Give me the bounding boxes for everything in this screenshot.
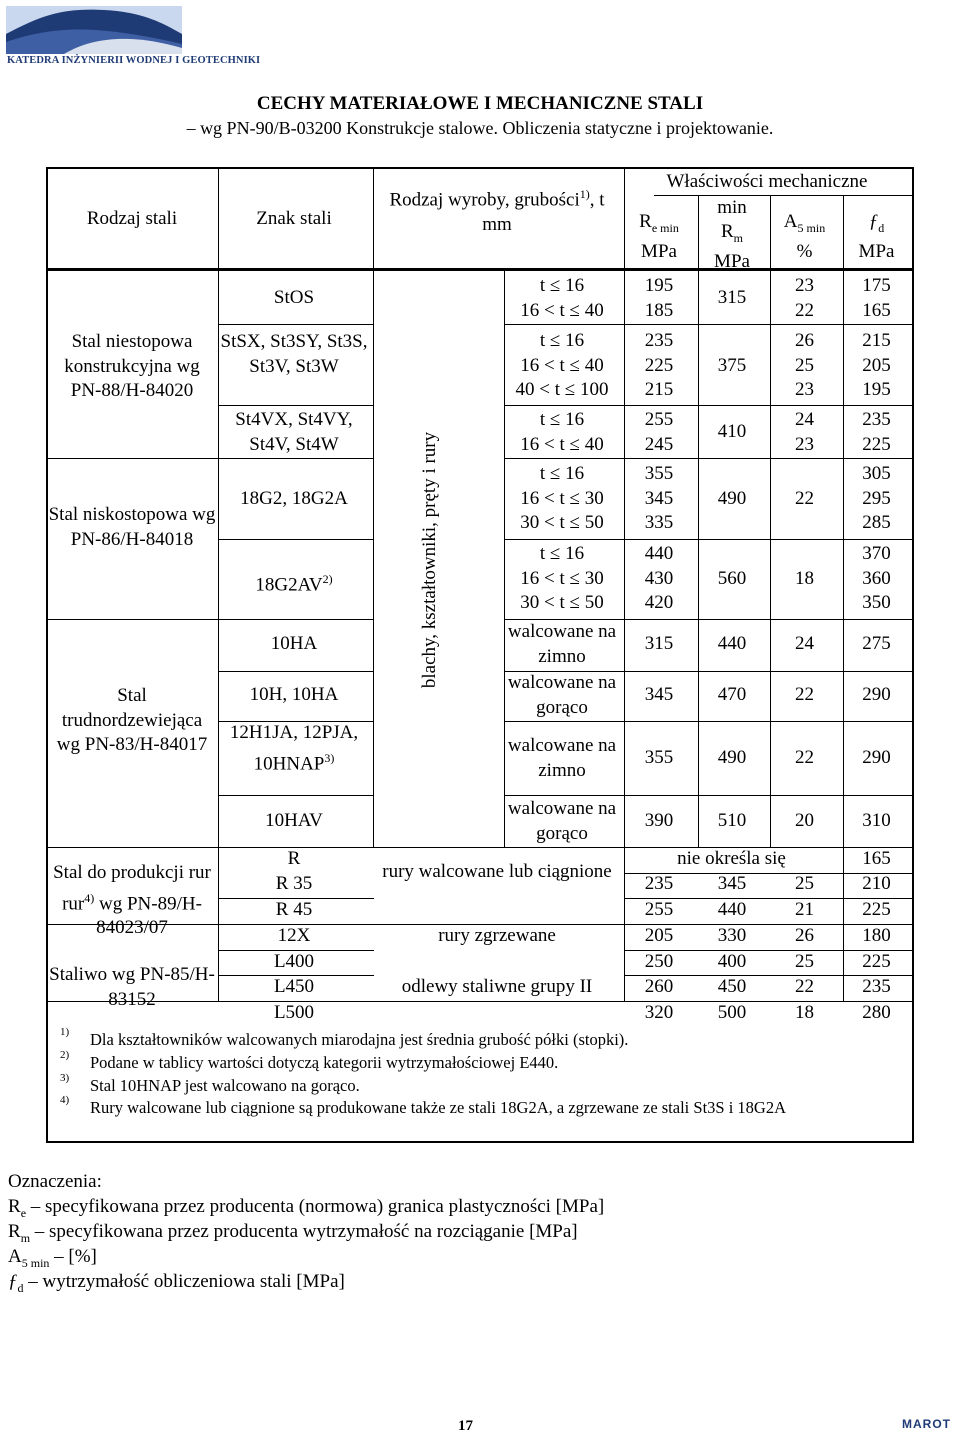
fd-10hav: 310 [862, 810, 891, 831]
wyroby-18g2: t ≤ 16 16 < t ≤ 30 30 < t ≤ 50 [520, 463, 604, 533]
a5-10ha: 24 [795, 633, 814, 654]
header-fd: $ƒ_d$ MPa [858, 211, 895, 262]
rm-st3: 375 [717, 355, 747, 376]
rm-stos: 315 [717, 287, 747, 308]
header-a5-min: $A_{5 min}$ % [783, 211, 826, 262]
header-rodzaj-wyroby: Rodzaj wyroby, grubości$^{1)}$, t mm [389, 187, 605, 235]
re-18g2av: 440 430 420 [644, 543, 674, 613]
fd-st3: 215 205 195 [862, 330, 891, 400]
rm-10ha: 440 [717, 633, 747, 654]
fd-l500: 280 [862, 1002, 891, 1023]
header-rm-min: min $R_m$ MPa [714, 197, 750, 272]
a5-r45: 21 [795, 899, 814, 920]
header-rodzaj-stali: Rodzaj stali [86, 208, 178, 229]
fd-12x: 180 [862, 925, 891, 946]
re-10hav: 390 [644, 810, 674, 831]
rm-10hav: 510 [717, 810, 747, 831]
page-title: CECHY MATERIAŁOWE I MECHANICZNE STALI [256, 93, 704, 114]
a5-l450: 22 [795, 976, 814, 997]
re-12h1ja: 355 [644, 747, 674, 768]
legend-re: $R_e$ – specyfikowana przez producenta (normowa) granica plastyczności [MPa] [8, 1196, 605, 1220]
rm-18g2av: 560 [717, 568, 747, 589]
footnote-text: Dla kształtowników walcowanych miarodajna jest średnia grubość półki (stopki). [90, 1030, 629, 1049]
fd-12h1ja: 290 [862, 747, 891, 768]
wyroby-18g2av: t ≤ 16 16 < t ≤ 30 30 < t ≤ 50 [520, 543, 604, 613]
department-name: KATEDRA INŻYNIERII WODNEJ I GEOTECHNIKI [7, 55, 261, 66]
legend-title: Oznaczenia: [8, 1171, 102, 1192]
wyroby-odlewy: odlewy staliwne grupy II [401, 976, 593, 997]
fd-l450: 235 [862, 976, 891, 997]
group-niestopowa: Stal niestopowa konstrukcyjna wg PN-88/H-84020 [64, 331, 200, 401]
rm-l500: 500 [717, 1002, 747, 1023]
wyroby-10h: walcowane na gorąco [507, 672, 617, 718]
re-10h: 345 [644, 684, 674, 705]
znak-18g2av: 18G2AV$^{2)}$ [255, 572, 333, 596]
re-18g2: 355 345 335 [644, 463, 674, 533]
fd-r: 165 [862, 848, 891, 869]
a5-10h: 22 [795, 684, 814, 705]
group-rury: Stal do produkcji rur rur$^{4)}$ wg PN-89/H-84023/07 [53, 862, 211, 939]
footnote-text: Podane w tablicy wartości dotyczą kategorii wytrzymałościowej E440. [90, 1053, 559, 1072]
header-wlasciwosci: Właściwości mechaniczne [666, 171, 868, 192]
znak-r: R [287, 848, 301, 869]
a5-10hav: 20 [795, 810, 814, 831]
legend-fd: $ƒ_d$ – wytrzymałość obliczeniowa stali [MPa] [8, 1271, 345, 1295]
footnote-text: Stal 10HNAP jest walcowano na gorąco. [90, 1076, 360, 1095]
fd-18g2av: 370 360 350 [862, 543, 891, 613]
group-staliwo: Staliwo wg PN-85/H-83152 [49, 964, 215, 1010]
znak-18g2: 18G2, 18G2A [240, 488, 348, 509]
wyroby-12h1ja: walcowane na zimno [507, 735, 617, 781]
re-r45: 255 [644, 899, 674, 920]
footnote-number: 4) [60, 1094, 70, 1106]
fd-10ha: 275 [862, 633, 891, 654]
re-10ha: 315 [644, 633, 674, 654]
a5-l400: 25 [795, 951, 814, 972]
fd-st4: 235 225 [862, 409, 891, 455]
page-subtitle: – wg PN-90/B-03200 Konstrukcje stalowe. Obliczenia statyczne i projektowanie. [186, 118, 774, 138]
wyroby-10hav: walcowane na gorąco [507, 798, 617, 844]
footnote-number: 2) [60, 1049, 70, 1061]
wyroby-rury-zgrzewane: rury zgrzewane [438, 925, 556, 946]
fd-r45: 225 [862, 899, 891, 920]
wyroby-stos: t ≤ 16 16 < t ≤ 40 [520, 275, 604, 321]
znak-l450: L450 [273, 976, 315, 997]
wyroby-rury: rury walcowane lub ciągnione [382, 861, 612, 882]
group-trudnordzewiejaca: Stal trudnordzewiejąca wg PN-83/H-84017 [56, 685, 208, 755]
group-niskostopowa: Stal niskostopowa wg PN-86/H-84018 [48, 504, 216, 550]
znak-12x: 12X [277, 925, 311, 946]
znak-l400: L400 [273, 951, 315, 972]
fd-r35: 210 [862, 873, 891, 894]
a5-18g2: 22 [795, 488, 814, 509]
wave-logo-icon [4, 4, 184, 56]
footnote-number: 3) [60, 1072, 70, 1084]
znak-10hav: 10HAV [265, 810, 323, 831]
a5-st4: 24 23 [795, 409, 814, 455]
znak-r35: R 35 [275, 873, 313, 894]
znak-r45: R 45 [275, 899, 313, 920]
a5-st3: 26 25 23 [795, 330, 814, 400]
re-l450: 260 [644, 976, 674, 997]
header-znak-stali: Znak stali [256, 208, 332, 229]
znak-10h: 10H, 10HA [249, 684, 339, 705]
re-stos: 195 185 [644, 275, 674, 321]
a5-18g2av: 18 [795, 568, 814, 589]
znak-10ha: 10HA [270, 633, 318, 654]
re-st4: 255 245 [644, 409, 674, 455]
footnote-number: 1) [60, 1026, 70, 1038]
fd-10h: 290 [862, 684, 891, 705]
rm-r35: 345 [717, 873, 747, 894]
wyroby-st3: t ≤ 16 16 < t ≤ 40 40 < t ≤ 100 [515, 330, 609, 400]
fd-stos: 175 165 [862, 275, 891, 321]
footnote-text: Rury walcowane lub ciągnione są produkowane także ze stali 18G2A, a zgrzewane ze stali St3S i 18G2A [90, 1098, 786, 1117]
header-re-min: $R_{e min}$ MPa [639, 211, 679, 262]
znak-st4: St4VX, St4VY, St4V, St4W [235, 409, 353, 455]
a5-l500: 18 [795, 1002, 814, 1023]
rotated-products-label: blachy, kształtowniki, pręty i rury [419, 431, 440, 689]
rm-l450: 450 [717, 976, 747, 997]
rm-12x: 330 [717, 925, 747, 946]
brand-logo: MAROT [902, 1417, 951, 1431]
a5-stos: 23 22 [795, 275, 814, 321]
rm-r45: 440 [717, 899, 747, 920]
rm-18g2: 490 [717, 488, 747, 509]
znak-l500: L500 [273, 1002, 315, 1023]
legend-rm: $R_m$ – specyfikowana przez producenta wytrzymałość na rozciąganie [MPa] [8, 1221, 578, 1245]
wyroby-10ha: walcowane na zimno [507, 621, 617, 667]
a5-12x: 26 [795, 925, 814, 946]
znak-st3: StSX, St3SY, St3S, St3V, St3W [220, 331, 368, 377]
rm-st4: 410 [717, 421, 747, 442]
rm-10h: 470 [717, 684, 747, 705]
re-st3: 235 225 215 [644, 330, 674, 400]
re-l400: 250 [644, 951, 674, 972]
legend-a5: $A_{5 min}$ – [%] [8, 1246, 97, 1270]
rm-l400: 400 [717, 951, 747, 972]
a5-r35: 25 [795, 873, 814, 894]
page-number: 17 [458, 1418, 473, 1434]
re-l500: 320 [644, 1002, 674, 1023]
re-r35: 235 [644, 873, 674, 894]
rm-12h1ja: 490 [717, 747, 747, 768]
znak-12h1ja: 12H1JA, 12PJA, 10HNAP$^{3)}$ [229, 722, 359, 774]
fd-l400: 225 [862, 951, 891, 972]
fd-18g2: 305 295 285 [862, 463, 891, 533]
re-rm-a5-r: nie określa się [677, 848, 786, 869]
a5-12h1ja: 22 [795, 747, 814, 768]
re-12x: 205 [644, 925, 674, 946]
wyroby-st4: t ≤ 16 16 < t ≤ 40 [520, 409, 604, 455]
znak-stos: StOS [273, 287, 315, 308]
